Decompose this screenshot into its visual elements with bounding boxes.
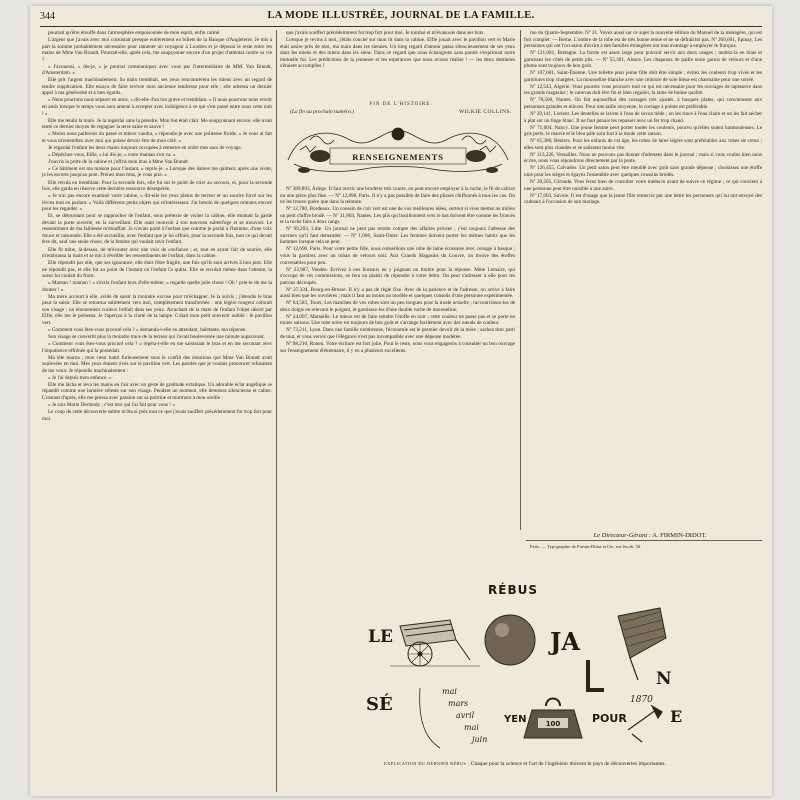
paragraph: Nº 98,210, Rouen. Votre écriture est fort jolie. Pour le reste, nous vous engageons à consulter un bon ouvrage sur l'enseignement élémentaire, il y en a plusieurs excellents. (280, 341, 515, 354)
header-rule (40, 26, 762, 27)
column-divider (276, 30, 277, 792)
paragraph: Elle prit l'argent machinalement. Sa main tremblait, ses yeux rencontrèrent les miens avec un regard de tendre supplication. Elle essaya de faire revivre mon ancienne tendresse pour elle ; elle adressa un dernier appel à ma générosité et à mes égards. (42, 77, 272, 97)
paragraph: Nº 39,141, Lorient. Les dentelles se lavent à l'eau de savon tiède ; on les rince à l'eau claire et on les fait sécher à plat sur un linge blanc. Il ne faut jamais les repasser avec un fer trop chaud. (524, 111, 762, 124)
paragraph: Nº 12,780, Bordeaux. Un coussin de cuir vert est une de vos meilleures idées, surtout si vous mettez au milieu un petit chiffre brodé. — Nº 31,803, Nantes. Les plis qui bouillonnent vers le bas doivent être comme les fronces et la ruche faits à deux rangs. (280, 206, 515, 226)
paragraph: Ma tête tourna ; mon cœur battit furieusement sous le conflit des émotions que Mme Van Brandt avait soulevées en moi. Mes yeux étaient rivés sur le pavillon vert. Les paroles que je voulais prononcer refusaient de me venir. Je répondis machinalement : (42, 354, 272, 374)
story-signoff (290, 102, 512, 115)
paragraph: rue du Quatre-Septembre. Nº 31. Voyez aussi sur ce sujet la nouvelle édition du Manuel de la ménagère, qui est fort complet. — Berne. L'ombre de la robe est de très bonne tenue et ne se défraîchit pas. Nº 260,601, Epinay. Les personnes qui ont l'occasion d'écrire à des familles étrangères ont tout avantage à employer le français. (524, 30, 762, 50)
left-column-text (42, 30, 272, 790)
calendar-words (442, 687, 487, 744)
paragraph: Nº 113,226, Versailles. Nous ne pouvons pas donner d'adresses dans le journal ; mais si vous voulez bien nous écrire, nous vous répondrons directement par la poste. (524, 151, 762, 165)
paragraph: « Moins nous parlerons du passé et mieux vaudra, » répondis-je avec une politesse froide. « Je vous ai fait et vous m'entendrez avec moi qui puisse devoir être de mon côté. » (42, 131, 272, 144)
director-line (550, 532, 750, 539)
paragraph: Elle me lâcha et leva les mains en l'air avec un geste de gratitude extatique. Un adorable éclat angélique se répandit comme une lumière céleste sur son visage. Pendant un moment, elle demeura silencieuse et calme. L'instant d'après, elle me pressa avec passion sur sa poitrine et murmura à mon oreille : (42, 381, 272, 402)
director-label: Le Directeur-Gérant : (593, 532, 651, 539)
paragraph: Elle me tendit la main. Je la regardai sans la prendre. Mon but était clair. Me soupçonnant encore, elle avait tenté ce dernier moyen de regagner la terre saine et sauve ! (42, 117, 272, 131)
paragraph: Ma mère accourt à elle, avide de saisir la moindre excuse pour m'échapper. Je la suivis ; j'étendis le bras pour la saisir. Elle se retourna subitement vers moi, complètement transformée : une légère rougeur colorait son visage ; un étonnement curieux brillait dans ses yeux. Arrachant de la main de l'enfant l'objet désiré par Elfie, elle me le présenta. Je l'aperçus à la clarté de la lampe. C'était mon petit souvenir oublié : le pavillon vert. (42, 293, 272, 327)
script-bracket (420, 688, 440, 748)
rebus-year: 1870 (630, 695, 653, 705)
cart-drawing (390, 620, 480, 666)
paragraph: Nº 99,203, Lille. Un journal ne peut pas rendre compte des affaires privées ; c'est toujours l'adresse des ouvriers qu'il faut demander. — Nº 1,006, Saint-Omer. Les femmes doivent porter les mêmes habits que les hommes lorsque cela se peut. (280, 226, 515, 246)
script-word: mai (442, 687, 457, 696)
paragraph: Nº 12,696, Paris. Pour votre petite fille, nous conseillons une robe de laine écossaise avec corsage à basque ; vous la garnirez avec un ruban de velours noir. Aux Grands Magasins du Louvre, on trouve des étoffes convenables pour peu. (280, 246, 515, 266)
rebus-n: N (656, 669, 672, 689)
paragraph: Nº 12,543, Algérie. Vous pourrez vous procurer tout ce qui est nécessaire pour les ouvrages de tapisserie dans les grands magasins ; le canevas doit être fin et bien régulier, la laine de bonne qualité. (524, 83, 762, 97)
paragraph: Nº 107,601, Saint-Étienne. Une toilette pour jeune fille doit être simple ; évitez les couleurs trop vives et les garnitures trop chargées. La mousseline blanche avec une ceinture de soie bleue est charmante pour une soirée. (524, 70, 762, 83)
paragraph: « Maman ! maman ! » s'écria l'enfant hors d'elle-même, « regarde quelle jolie chose ! Oh ! prie-le de me la donner ! » (42, 280, 272, 293)
renseignements-text (280, 186, 515, 534)
author-name: WILKIE COLLINS. (458, 109, 512, 115)
paragraph: Nº 389,893, Ariège. Il faut ouvrir une broderie très courte, on peut encore employer à la ruche, le fil de calicot ou une pièce plus fine. — Nº 12,898, Paris. Il n'y a pas possible de faire des plissés chiffonnés à tous les cas. On ne les trouve guère que dans la teinture. (280, 186, 515, 206)
paragraph: Elle fit mine, là-dessus, de m'écouter avec une voix de confiance ; et, tout en ayant l'air de sourire, elle m'embrassa la main et se mit à réveiller les ressentiments de l'enfant, dans la cabine. (42, 246, 272, 260)
paragraph: « Ce bâtiment est ma maison pour l'instant, » repris-je. « Lorsque des dames me quittent, après une visite, je les escorte jusqu'au pont. Prenez mon bras, je vous prie. » (42, 165, 272, 179)
page-number: 344 (40, 11, 55, 22)
paragraph: Nº 121,081, Bretagne. La forme est assez large pour pouvoir servir aux deux usages ; mettez-la en biais et garnissez les côtés de petits plis. — Nº 55,301, Alsace. Les chapeaux de paille noire garnis de velours et d'une plume sont toujours de bon goût. (524, 50, 762, 70)
script-word: mars (448, 699, 469, 708)
renseignements-banner (280, 120, 516, 182)
paragraph: Elle répondit par elle, que ses ignorance, elle était l'être fragile, une fois qu'ils sont arrivés à bon port. Elle ne répondit pas, et elle fut au point de l'instant où l'enfant l'a quitta. Elle se reculait même dans l'attente, la sueur lui coulait du front. (42, 260, 272, 280)
paragraph: « Comment vous êtes-vous procuré cela ? » demanda-t-elle en attendant, haletante, ma réponse. (48, 327, 247, 334)
paragraph: Nº 73,211, Lyon. Dans une famille nombreuse, l'économie est le premier devoir de la mère ; sachez tirer parti de tout, et vous verrez que l'élégance n'est pas incompatible avec une dépense modérée. (280, 327, 515, 341)
paragraph: Je regardai l'enfant les deux mains toujours occupées à remettre en ordre mes sacs de voyage. (48, 144, 242, 151)
paragraph: J'ouvris la porte de la cabine et j'offris mon bras à Mme Van Brandt. (48, 158, 190, 165)
journal-title: LA MODE ILLUSTRÉE, JOURNAL DE LA FAMILLE. (267, 10, 535, 21)
paragraph: Et, se détournant pour se rapprocher de l'enfant, sous prétexte de visiter la cabine, elle montait la garde devant la porte ouverte, en la surveillant. Elle osait mouvoir à son nouveau subterfuge et se mouvoir. Le ressentiment de ma faiblesse m'étouffait. Je n'avais parlé à l'enfant que comme je parlai à l'homme, d'une voix douce et raisonnée. Elle a été accueillie, avec l'enfant que je lui offrais, pour la seconde fois, tout ce qui devait être dit, sauf une seule chose, de la femme qui voulait ravir l'enfant. (42, 213, 272, 246)
paragraph: « Je n'ai pas encore examiné votre cabine, » dit-elle les yeux pleins de terreur et un sourire forcé sur les lèvres tout en parlant. « Voilà différents petits objets qui m'intéressent. J'ai besoin de quelques minutes encore pour les regarder. » (42, 193, 272, 213)
right-column-text (524, 30, 762, 528)
paragraph: Nº 71,004, Nancy. Une jeune femme peut porter toutes les couleurs, pourvu qu'elles soient harmonieuses. Le gris perle, le mauve et le bleu pâle sont fort à la mode cette saison. (524, 124, 762, 138)
paragraph: que j'avais souffert précédemment fut trop fort pour moi. Je tombai et m'évanouis dans ses bras. (286, 30, 485, 36)
weight-drawing (524, 699, 582, 739)
rebus-caption-text: Chaque pour la science et l'art de l'ingénieur doivent le pays de découvertes importantes. (470, 761, 666, 767)
paragraph: L'argent que j'avais avec moi consistait presque entièrement en billets de la Banque d'Angleterre. Je mis à part la somme probablement nécessaire pour ramener un voyageur à Londres et je déposai le reste entre les mains de Mme Van Brandt. Pourrait-elle, après cela, me soupçonner encore d'un projet d'attentat contre sa vie ? (42, 37, 272, 63)
paragraph: Nº 78,500, Nantes. On fait aujourd'hui des corsages très ajustés, à basques plates, qui conviennent aux personnes grandes et minces. Pour une taille moyenne, le corsage à pointe est préférable. (524, 97, 762, 111)
paragraph: « Nous pourrons nous séparer en amis, » dit-elle d'un ton grave et tremblant. « Il nous pourrons nous revoir en amis lorsque le temps vous aura amené à accepter avec indulgence à ce qui s'est passé entre nous cette nuit ! » (42, 97, 272, 117)
paragraph: Nº 24,097, Marseille. Le mieux est de faire teindre l'étoffe en noir ; cette couleur ne passe pas et se porte en toutes saisons. Une robe noire est toujours de bon goût et s'arrange facilement avec des nœuds de couleur. (280, 313, 515, 327)
paragraph: Le coup de cette découverte subite m'ôta si près tout ce que j'avais souffert précédemment fut trop fort pour moi. (42, 409, 272, 422)
story-fin: FIN DE L'HISTOIRE. (369, 102, 433, 107)
ball-highlight (495, 623, 509, 637)
paragraph: Nº 65,380, Béziers. Pour les enfants de cet âge, les robes de laine légère sont préférables aux robes de coton ; elles sont plus chaudes et se salissent moins vite. (524, 138, 762, 151)
imprint: Paris. — Typographie de Firmin-Didot et Cie, rue Jacob, 56. (530, 544, 642, 549)
script-word: avril (456, 711, 475, 720)
paragraph: Nº 17,603, Savoie. Il est d'usage que la jeune fille remercie par une lettre les personnes qui lui ont envoyé des cadeaux à l'occasion de son mariage. (524, 192, 762, 206)
page-header (30, 10, 772, 26)
paragraph: Lorsque je revins à moi, j'étais couché sur mon lit dans la cabine. Elfie jouait avec le pavillon vert et Marie était assise près de moi, ma main dans les siennes. Un long regard d'amour passa silencieusement de ses yeux dans les miens et des miens dans les siens. Dans ce regard que nous échangions sans parole s'exprimait notre mutuelle foi. Les prédictions de la jeunesse et les espérances que nous avions réalisé ! — les deux destinées s'étaient accomplies ! (280, 37, 515, 70)
paragraph: « Comment vous êtes-vous procuré cela ? » répéta-t-elle en me saisissant le bras et en me secouant avec l'impatience effrénée qui la possédait. (42, 341, 272, 354)
paragraph: « Dépêchez-vous, Elfie, » lui dis-je, « votre maman s'en va. » (48, 151, 176, 158)
paragraph: « Je suis Marie Dermody ; c'est moi qui l'ai fait pour vous ! » (48, 402, 175, 409)
imprint-rule (526, 540, 762, 541)
script-word: juin (472, 735, 488, 744)
weight-label: 100 (545, 720, 561, 728)
script-word: mai (464, 723, 479, 732)
rebus-se: SÉ (366, 694, 393, 715)
continuation-note: (La fin au prochain numéro.) (290, 109, 354, 115)
letter-l-drawing (588, 660, 604, 690)
paragraph: Nº 126,455, Calvados. Un petit salon peut être meublé avec goût sans grande dépense ; choisissez une étoffe unie pour les sièges et égayez l'ensemble avec quelques coussins brodés. (524, 165, 762, 178)
rebus-le: LE (368, 627, 393, 647)
paragraph: Elle recula en tremblant. Pour la seconde fois, elle fut sur le point de crier au secours, et, pour la seconde fois, elle garda en réserve cette dernière ressource désespérée. (42, 179, 272, 193)
ball-drawing (485, 615, 535, 665)
rebus-pour: POUR (592, 712, 627, 725)
paragraph: « J'avouerai, » dis-je, « je pourrai communiquer avec vous par l'intermédiaire de MM. Van Brandt, d'Amsterdam. » (42, 63, 272, 77)
rebus-title: RÉBUS (488, 583, 538, 597)
paragraph: Son visage se convertit plus la moindre trace de la terreur qui l'avait bouleversée une minute auparavant. (48, 334, 265, 341)
banner-title: RENSEIGNEMENTS (352, 152, 444, 162)
ax-drawing (628, 706, 662, 742)
paragraph: Nº 23,987, Vendée. Ecrivez à nos bureaux en y joignant un timbre pour la réponse. Mme Lemaire, qui s'occupe de ces commissions, se fera un plaisir de répondre à votre lettre. On peut s'adresser à elle pour les patrons découpés. (280, 266, 515, 286)
newspaper-page (30, 6, 772, 796)
director-name: A. FIRMIN-DIDOT. (652, 532, 707, 539)
rebus-ja: JA (550, 627, 580, 656)
paragraph: Nº 20,505, Gironde. Vous ferez bien de consulter votre médecin avant de suivre ce régime ; ce qui convient à une personne peut être nuisible à une autre. (524, 179, 762, 192)
paragraph: « Je l'ai depuis mon enfance. » (48, 374, 112, 381)
rebus-e: E (670, 707, 683, 726)
rebus-illustration (360, 598, 690, 763)
paragraph: Nº 27,334, Bourg-en-Bresse. Il n'y a pas de règle fixe. Avec de la patience et de l'adresse, on arrive à faire aussi bien que les ouvrières ; mais il faut au moins un modèle et quelques conseils d'une personne expérimentée. (280, 286, 515, 300)
paragraph: pourrait qu'être étouffé dans l'atmosphère empoisonnée de mon esprit, enfin calmé. (48, 30, 221, 36)
rebus-caption (360, 760, 690, 768)
rebus-caption-lead: EXPLICATION DU DERNIER RÉBUS : (384, 761, 470, 766)
column-divider (520, 30, 521, 530)
rebus-yen: YEN (504, 714, 527, 725)
paragraph: Nº 64,583, Tours. Les manches de vos robes sont un peu longues pour la mode actuelle ; raccourcissez-les de deux doigts en relevant le poignet, et garnissez-les d'une double ruche de mousseline. (280, 300, 515, 313)
